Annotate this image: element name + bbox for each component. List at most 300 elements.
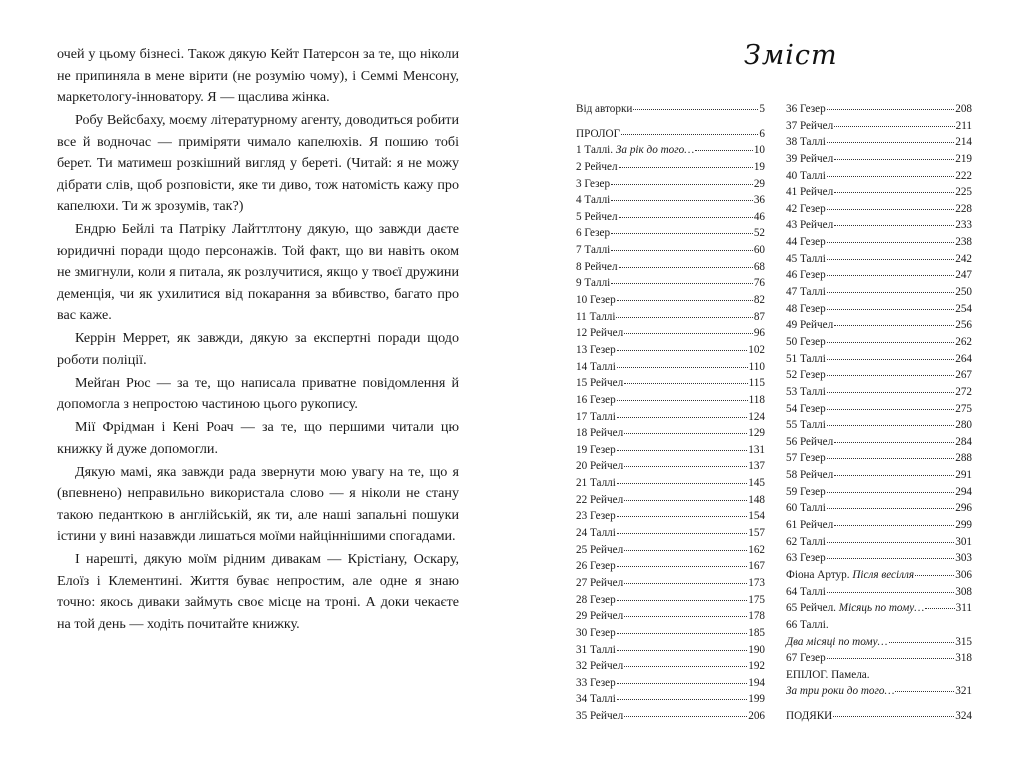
toc-entry-title: 27 Рейчел <box>576 576 624 589</box>
toc-leader-dots <box>633 100 758 110</box>
toc-entry[interactable] <box>786 217 972 234</box>
paragraph: Керрін Меррет, як завжди, дякую за експертні поради щодо роботи поліції. <box>57 330 459 368</box>
toc-leader-dots <box>619 258 753 268</box>
toc-entry[interactable] <box>576 176 765 193</box>
toc-leader-dots <box>827 233 955 243</box>
toc-entry[interactable] <box>786 234 972 251</box>
toc-page-number: 208 <box>955 103 972 115</box>
toc-entry-title: 8 Рейчел <box>576 260 618 273</box>
toc-leader-dots <box>827 266 955 276</box>
toc-page-number: 299 <box>955 519 972 532</box>
toc-entry[interactable] <box>576 642 765 659</box>
toc-page-number: 173 <box>748 576 765 589</box>
toc-entry[interactable] <box>576 309 765 326</box>
toc-page-number: 318 <box>955 652 972 665</box>
toc-entry[interactable] <box>576 691 765 708</box>
toc-entry-title: ПРОЛОГ <box>576 127 621 140</box>
toc-entry-title: 34 Таллі <box>576 693 616 706</box>
toc-page-number: 256 <box>955 319 972 332</box>
toc-entry[interactable] <box>786 550 972 567</box>
toc-entry[interactable] <box>576 292 765 309</box>
toc-page-number: 118 <box>748 393 765 406</box>
toc-page-number: 254 <box>955 302 972 315</box>
paragraph: Ендрю Бейлі та Патріку Лайттлтону дякую, що завжди даєте юридичні поради щодо персонажів. Той факт, що ви навіть оком не змигнули, коли я питала, як розлучитися, якщо у твоєї дружини деменція, чи як ухилитися від покарання за вбивство, багато про вас каже. <box>57 221 459 323</box>
toc-leader-dots <box>624 541 747 551</box>
toc-entry-title: 12 Рейчел <box>576 327 624 340</box>
toc-entry[interactable] <box>576 101 765 118</box>
toc-entry[interactable] <box>786 667 972 684</box>
toc-entry-title: 66 Таллі. <box>786 618 829 631</box>
toc-entry-title: 35 Рейчел <box>576 710 624 723</box>
toc-entry[interactable] <box>786 584 972 601</box>
paragraph: Мії Фрідман і Кені Роач — за те, що першими читали цю книжку й дуже допомогли. <box>57 419 459 457</box>
toc-entry[interactable] <box>576 608 765 625</box>
toc-entry-title: 32 Рейчел <box>576 660 624 673</box>
toc-entry-title: 23 Гезер <box>576 510 616 523</box>
toc-page-number: 242 <box>955 252 972 265</box>
toc-leader-dots <box>827 400 955 410</box>
toc-entry-title: 67 Гезер <box>786 652 826 665</box>
toc-leader-dots <box>611 224 753 234</box>
toc-leader-dots <box>827 483 955 493</box>
toc-page-number: 311 <box>955 602 972 615</box>
toc-entry-title: 36 Гезер <box>786 103 826 115</box>
toc-entry-title: 62 Таллі <box>786 535 826 548</box>
toc-page-number: 294 <box>955 485 972 498</box>
toc-page-number: 178 <box>748 610 765 623</box>
toc-entry-title: 65 Рейчел. Місяць по тому… <box>786 602 925 615</box>
toc-entry[interactable] <box>576 392 765 409</box>
toc-page-number: 175 <box>748 593 765 606</box>
toc-entry-title: 13 Гезер <box>576 343 616 356</box>
toc-leader-dots <box>827 283 954 293</box>
toc-page-number: 52 <box>753 227 765 240</box>
toc-leader-dots <box>611 274 753 284</box>
toc-entry-title: 55 Таллі <box>786 419 826 432</box>
toc-entry[interactable] <box>576 475 765 492</box>
toc-leader-dots <box>827 583 954 593</box>
toc-entry-title: 52 Гезер <box>786 369 826 382</box>
toc-entry-title: 7 Таллі <box>576 244 611 257</box>
toc-leader-dots <box>915 566 954 576</box>
toc-entry-title: 57 Гезер <box>786 452 826 465</box>
toc-leader-dots <box>834 466 954 476</box>
toc-entry[interactable] <box>576 708 765 725</box>
toc-page-number: 5 <box>759 103 765 115</box>
toc-entry[interactable] <box>786 600 972 617</box>
toc-page-number: 301 <box>955 535 972 548</box>
toc-entry[interactable] <box>576 342 765 359</box>
toc-entry-title: 47 Таллі <box>786 286 826 299</box>
toc-page-number: 303 <box>955 552 972 565</box>
toc-entry[interactable] <box>786 708 972 725</box>
toc-title: Зміст <box>744 40 838 71</box>
toc-leader-dots <box>827 100 955 110</box>
toc-entry[interactable] <box>576 425 765 442</box>
toc-leader-dots <box>834 150 954 160</box>
toc-page-number: 291 <box>955 469 972 482</box>
toc-leader-dots <box>621 125 758 135</box>
toc-page-number: 87 <box>753 310 765 323</box>
toc-page-number: 284 <box>955 435 972 448</box>
toc-leader-dots <box>827 133 954 143</box>
toc-entry[interactable] <box>576 192 765 209</box>
toc-entry[interactable] <box>786 401 972 418</box>
toc-entry[interactable] <box>576 508 765 525</box>
toc-page-number: 76 <box>753 277 765 290</box>
toc-page-number: 6 <box>759 127 765 140</box>
toc-leader-dots <box>616 308 752 318</box>
toc-column-2 <box>786 101 972 725</box>
toc-page-number: 154 <box>748 510 765 523</box>
toc-entry[interactable] <box>786 467 972 484</box>
toc-page-number: 262 <box>955 335 972 348</box>
toc-entry-title: 6 Гезер <box>576 227 611 240</box>
toc-leader-dots <box>827 333 955 343</box>
toc-entry[interactable] <box>576 558 765 575</box>
toc-entry[interactable] <box>786 567 972 584</box>
toc-leader-dots <box>611 175 753 185</box>
toc-entry[interactable] <box>786 650 972 667</box>
toc-entry[interactable] <box>576 142 765 159</box>
toc-entry[interactable] <box>786 251 972 268</box>
toc-entry-title: 42 Гезер <box>786 202 826 215</box>
toc-leader-dots <box>617 341 748 351</box>
toc-entry-title: 29 Рейчел <box>576 610 624 623</box>
toc-entry[interactable] <box>576 542 765 559</box>
toc-leader-dots <box>827 549 955 559</box>
toc-entry-title: Два місяці по тому… <box>786 635 888 648</box>
toc-entry-title: 14 Таллі <box>576 360 616 373</box>
toc-page-number: 296 <box>955 502 972 515</box>
toc-entry-title: 38 Таллі <box>786 136 826 149</box>
toc-leader-dots <box>834 183 954 193</box>
toc-entry[interactable] <box>786 317 972 334</box>
toc-entry[interactable] <box>786 101 972 118</box>
toc-leader-dots <box>617 557 748 567</box>
toc-page-number: 129 <box>748 427 765 440</box>
toc-leader-dots <box>695 141 753 151</box>
toc-page-number: 185 <box>748 626 765 639</box>
toc-entry-title: 21 Таллі <box>576 477 616 490</box>
toc-entry-title: 28 Гезер <box>576 593 616 606</box>
toc-page-number: 247 <box>955 269 972 282</box>
toc-entry[interactable] <box>576 592 765 609</box>
toc-entry[interactable] <box>576 525 765 542</box>
toc-entry-title: 63 Гезер <box>786 552 826 565</box>
toc-page-number: 29 <box>753 177 765 190</box>
toc-page-number: 228 <box>955 202 972 215</box>
toc-entry-title: 11 Таллі <box>576 310 616 323</box>
toc-entry[interactable] <box>576 625 765 642</box>
toc-page-number: 275 <box>955 402 972 415</box>
toc-page-number: 145 <box>748 477 765 490</box>
toc-entry[interactable] <box>576 242 765 259</box>
toc-leader-dots <box>624 324 753 334</box>
paragraph: Мейґан Рюс — за те, що написала приватне повідомлення й допомогла з непростою частиною цього рукопису. <box>57 374 459 412</box>
toc-page-number: 280 <box>955 419 972 432</box>
toc-leader-dots <box>827 649 955 659</box>
toc-entry-title: 51 Таллі <box>786 352 826 365</box>
toc-entry-title: Від авторки <box>576 103 633 115</box>
toc-leader-dots <box>624 574 747 584</box>
toc-leader-dots <box>827 200 955 210</box>
toc-leader-dots <box>624 424 747 434</box>
toc-entry-title: 56 Рейчел <box>786 435 834 448</box>
toc-page-number: 148 <box>748 493 765 506</box>
toc-page-number: 199 <box>748 693 765 706</box>
toc-entry[interactable] <box>576 259 765 276</box>
toc-entry-title: ЕПІЛОГ. Памела. <box>786 668 870 681</box>
toc-page-number: 96 <box>753 327 765 340</box>
toc-entry-title: 39 Рейчел <box>786 152 834 165</box>
toc-leader-dots <box>617 291 753 301</box>
toc-entry[interactable] <box>576 275 765 292</box>
toc-entry[interactable] <box>786 134 972 151</box>
toc-entry[interactable] <box>786 417 972 434</box>
toc-page-number: 308 <box>955 585 972 598</box>
toc-entry[interactable] <box>576 409 765 426</box>
toc-page-number: 238 <box>955 236 972 249</box>
toc-leader-dots <box>834 316 954 326</box>
toc-entry-title: 48 Гезер <box>786 302 826 315</box>
toc-page-number: 225 <box>955 186 972 199</box>
toc-page-number: 321 <box>955 685 972 698</box>
toc-leader-dots <box>925 599 954 609</box>
toc-leader-dots <box>617 624 748 634</box>
toc-entry[interactable] <box>786 450 972 467</box>
paragraph: Робу Вейсбаху, моєму літературному агенту, доводиться робити все й водночас — приміряти чимало капелюхів. Я пошию тобі берет. Ти матимеш розкішний вигляд у береті. (Читай: я не можу дібрати слів, щоб розповісти, яке ти диво, тож натомість кажу про капелюхи. Ти ж зрозумів, так?) <box>57 112 459 214</box>
toc-entry[interactable] <box>786 683 972 700</box>
toc-entry[interactable] <box>786 484 972 501</box>
toc-entry[interactable] <box>786 168 972 185</box>
toc-entry[interactable] <box>576 159 765 176</box>
toc-entry-title: Фіона Артур. Після весілля <box>786 568 915 581</box>
toc-page-number: 306 <box>955 568 972 581</box>
toc-leader-dots <box>617 690 747 700</box>
toc-entry[interactable] <box>786 267 972 284</box>
toc-leader-dots <box>617 358 748 368</box>
toc-entry-title: 46 Гезер <box>786 269 826 282</box>
toc-page-number: 110 <box>748 360 765 373</box>
toc-entry[interactable] <box>576 325 765 342</box>
toc-entry[interactable] <box>786 118 972 135</box>
toc-page-number: 214 <box>955 136 972 149</box>
toc-entry-title: 37 Рейчел <box>786 119 834 132</box>
toc-page-number: 46 <box>753 210 765 223</box>
toc-page-number: 36 <box>753 194 765 207</box>
toc-page-number: 131 <box>748 443 765 456</box>
toc-entry-title: 53 Таллі <box>786 385 826 398</box>
toc-leader-dots <box>827 533 954 543</box>
toc-leader-dots <box>624 657 747 667</box>
toc-entry-title: 1 Таллі. За рік до того… <box>576 144 695 157</box>
toc-leader-dots <box>827 416 954 426</box>
toc-page-number: 137 <box>748 460 765 473</box>
toc-leader-dots <box>827 383 954 393</box>
toc-entry[interactable] <box>786 534 972 551</box>
toc-page-number: 60 <box>753 244 765 257</box>
toc-entry-title: 40 Таллі <box>786 169 826 182</box>
toc-leader-dots <box>889 633 955 643</box>
toc-entry[interactable] <box>786 184 972 201</box>
toc-entry[interactable] <box>576 658 765 675</box>
toc-entry-title: 45 Таллі <box>786 252 826 265</box>
toc-leader-dots <box>834 433 954 443</box>
toc-entry[interactable] <box>576 492 765 509</box>
toc-leader-dots <box>827 366 955 376</box>
toc-page-number: 115 <box>748 377 765 390</box>
toc-entry-title: 2 Рейчел <box>576 160 618 173</box>
toc-leader-dots <box>617 408 747 418</box>
toc-entry[interactable] <box>786 201 972 218</box>
toc-entry-title: 59 Гезер <box>786 485 826 498</box>
toc-entry[interactable] <box>786 434 972 451</box>
toc-leader-dots <box>617 507 748 517</box>
toc-page-number: 194 <box>748 676 765 689</box>
toc-entry-title: 58 Рейчел <box>786 469 834 482</box>
toc-page-number: 324 <box>955 710 972 723</box>
toc-leader-dots <box>827 499 954 509</box>
toc-entry[interactable] <box>786 634 972 651</box>
toc-entry-title: ПОДЯКИ <box>786 710 833 723</box>
toc-entry-title: За три роки до того… <box>786 685 895 698</box>
toc-entry[interactable] <box>576 458 765 475</box>
toc-page-number: 288 <box>955 452 972 465</box>
toc-page-number: 264 <box>955 352 972 365</box>
toc-page-number: 167 <box>748 560 765 573</box>
toc-entry-title: 54 Гезер <box>786 402 826 415</box>
toc-leader-dots <box>827 350 954 360</box>
toc-entry-title: 9 Таллі <box>576 277 611 290</box>
toc-leader-dots <box>617 474 747 484</box>
toc-leader-dots <box>624 374 747 384</box>
toc-leader-dots <box>617 641 747 651</box>
toc-page-number: 233 <box>955 219 972 232</box>
toc-leader-dots <box>624 457 747 467</box>
toc-page-number: 19 <box>753 160 765 173</box>
paragraph: Дякую мамі, яка завжди рада звернути мою увагу на те, що я (впевнено) неправильно використала слово — я ніколи не стану такою педанткою в англійській, як ти, але наші запальні пошуки істини у вині назавжди лишаться моїми найціннішими спогадами. <box>57 463 459 544</box>
toc-leader-dots <box>617 591 748 601</box>
toc-leader-dots <box>827 449 955 459</box>
toc-entry-title: 64 Таллі <box>786 585 826 598</box>
toc-entry-title: 61 Рейчел <box>786 519 834 532</box>
toc-page-number: 219 <box>955 152 972 165</box>
toc-entry[interactable] <box>576 442 765 459</box>
toc-leader-dots <box>833 707 954 717</box>
paragraph: І нарешті, дякую моїм рідним дивакам — Крістіану, Оскару, Елоїз і Клементині. Життя буває непростим, але одне я знаю точно: якось диваки займуть своє місце на троні. А доки чекаєте на той день — ходіть почитайте книжку. <box>57 551 459 632</box>
toc-entry[interactable] <box>786 384 972 401</box>
toc-entry[interactable] <box>576 575 765 592</box>
toc-entry[interactable] <box>786 367 972 384</box>
toc-column-1 <box>576 101 765 725</box>
toc-page-number: 10 <box>753 144 765 157</box>
toc-page-number: 267 <box>955 369 972 382</box>
toc-page-number: 192 <box>748 660 765 673</box>
toc-entry-title: 10 Гезер <box>576 294 616 307</box>
toc-leader-dots <box>617 441 748 451</box>
toc-entry-title: 30 Гезер <box>576 626 616 639</box>
toc-entry[interactable] <box>576 359 765 376</box>
toc-page-number: 124 <box>748 410 765 423</box>
toc-entry-title: 25 Рейчел <box>576 543 624 556</box>
toc-page-number: 162 <box>748 543 765 556</box>
paragraph: очей у цьому бізнесі. Також дякую Кейт Патерсон за те, що ніколи не припиняла в мене вірити (не розумію чому), і Семмі Менсону, маркетологу-інноватору. Я — щаслива жінка. <box>57 46 459 105</box>
acknowledgements-text <box>57 44 459 635</box>
toc-entry-title: 33 Гезер <box>576 676 616 689</box>
toc-entry[interactable] <box>576 675 765 692</box>
toc-leader-dots <box>624 607 747 617</box>
toc-leader-dots <box>895 682 954 692</box>
toc-leader-dots <box>619 158 753 168</box>
toc-entry[interactable] <box>576 126 765 143</box>
toc-entry[interactable] <box>786 351 972 368</box>
toc-page-number: 250 <box>955 286 972 299</box>
toc-entry[interactable] <box>786 617 972 634</box>
toc-entry[interactable] <box>576 209 765 226</box>
toc-entry[interactable] <box>576 375 765 392</box>
toc-entry-title: 44 Гезер <box>786 236 826 249</box>
toc-entry-title: 17 Таллі <box>576 410 616 423</box>
toc-page-number: 157 <box>748 527 765 540</box>
toc-leader-dots <box>834 216 954 226</box>
toc-entry-title: 22 Рейчел <box>576 493 624 506</box>
toc-leader-dots <box>617 674 748 684</box>
toc-entry[interactable] <box>576 225 765 242</box>
toc-page-number: 272 <box>955 385 972 398</box>
toc-leader-dots <box>611 191 753 201</box>
toc-entry-title: 18 Рейчел <box>576 427 624 440</box>
toc-entry[interactable] <box>786 151 972 168</box>
toc-entry-title: 20 Рейчел <box>576 460 624 473</box>
toc-page-number: 206 <box>748 710 765 723</box>
toc-leader-dots <box>617 524 747 534</box>
toc-leader-dots <box>834 117 954 127</box>
toc-entry-title: 19 Гезер <box>576 443 616 456</box>
toc-entry-title: 15 Рейчел <box>576 377 624 390</box>
toc-page-number: 82 <box>753 294 765 307</box>
toc-entry-title: 5 Рейчел <box>576 210 618 223</box>
toc-entry[interactable] <box>786 500 972 517</box>
toc-page-number: 68 <box>753 260 765 273</box>
toc-leader-dots <box>624 707 747 717</box>
toc-entry[interactable] <box>786 334 972 351</box>
toc-page-number: 222 <box>955 169 972 182</box>
toc-entry-title: 43 Рейчел <box>786 219 834 232</box>
toc-entry[interactable] <box>786 301 972 318</box>
toc-leader-dots <box>827 300 955 310</box>
toc-leader-dots <box>617 391 748 401</box>
toc-page-number: 315 <box>955 635 972 648</box>
toc-entry-title: 31 Таллі <box>576 643 616 656</box>
toc-leader-dots <box>624 491 747 501</box>
toc-entry-title: 16 Гезер <box>576 393 616 406</box>
toc-leader-dots <box>834 516 954 526</box>
toc-page-number: 190 <box>748 643 765 656</box>
toc-page-number: 102 <box>748 343 765 356</box>
toc-entry-title: 4 Таллі <box>576 194 611 207</box>
toc-entry[interactable] <box>786 517 972 534</box>
toc-leader-dots <box>611 241 753 251</box>
toc-entry-title: 49 Рейчел <box>786 319 834 332</box>
toc-entry[interactable] <box>786 284 972 301</box>
toc-leader-dots <box>827 250 954 260</box>
toc-entry-title: 24 Таллі <box>576 527 616 540</box>
toc-entry-title: 60 Таллі <box>786 502 826 515</box>
toc-entry-title: 3 Гезер <box>576 177 611 190</box>
toc-entry-title: 41 Рейчел <box>786 186 834 199</box>
toc-leader-dots <box>619 208 753 218</box>
